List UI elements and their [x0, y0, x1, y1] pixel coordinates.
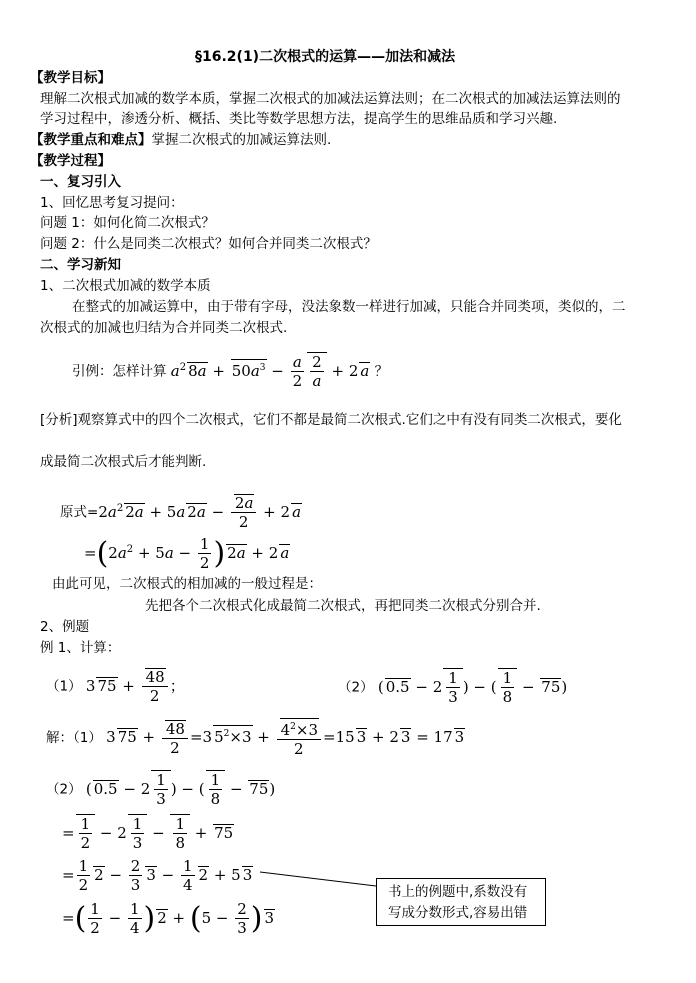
section-2-item-2: 2、例题 — [40, 619, 90, 635]
goal-line-2: 学习过程中，渗透分析、概括、类比等数学思想方法，提高学生的思维品质和学习兴趣. — [40, 111, 558, 127]
note-box — [376, 878, 546, 926]
problem-2: （2） ( 0.5 − 2 $\frac{1}{3}$ ) − ( $\frac{1}{8}$ − 75) — [338, 669, 568, 706]
original-label: 原式= — [60, 504, 99, 521]
goal-header: 【教学目标】 — [30, 70, 111, 86]
section-2-item-1: 1、二次根式加减的数学本质 — [40, 278, 211, 294]
original-step-1: 原式$=2a^2$ 2a + 5a 2a − $\frac{2a}{2}$ + 2 a — [60, 494, 302, 531]
note-line-1: 书上的例题中,系数没有 — [388, 884, 528, 900]
solution-2-line-4: =( $\frac{1}{2}$ − $\frac{1}{4}$ ) 2 + (5 − $\frac{2}{3}$ ) 3 — [62, 900, 275, 937]
conclusion-2: 先把各个二次根式化成最简二次根式，再把同类二次根式分别合并. — [145, 598, 541, 614]
solution-2-line-3: = $\frac{1}{2}$ 2 − $\frac{2}{3}$ 3 − $\frac{1}{4}$ 2 + 5 3 — [62, 857, 253, 894]
example-1-heading: 例 1、计算： — [40, 640, 121, 656]
page-title: §16.2(1)二次根式的运算——加法和减法 — [195, 49, 456, 65]
section-1-item: 1、回忆思考复习提问： — [40, 195, 184, 211]
process-header: 【教学过程】 — [30, 153, 111, 169]
problem-1-label: （1） — [46, 678, 82, 695]
solution-2-line-1: （2） ( 0.5 − 2 $\frac{1}{3}$ ) − ( $\frac{1}{8}$ − 75) — [46, 771, 276, 808]
section-2-heading: 二、学习新知 — [40, 257, 121, 273]
intro-label: 引例：怎样计算 — [72, 363, 167, 380]
original-step-2: $=(2a^2 + 5a$ − $\frac{1}{2}$ ) 2a + 2 a — [84, 535, 290, 572]
goal-line-1: 理解二次根式加减的数学本质，掌握二次根式的加减法运算法则；在二次根式的加减法运算法则的 — [40, 91, 621, 107]
analysis-line-1: [分析]观察算式中的四个二次根式，它们不都是最简二次根式.它们之中有没有同类二次根式，要化 — [40, 412, 622, 428]
problem-1: （1） 3 75 + $\frac{48}{2}$ ； — [46, 668, 185, 705]
paragraph-line-1: 在整式的加减运算中，由于带有字母，没法象数一样进行加减，只能合并同类项，类似的，二 — [72, 299, 626, 315]
paragraph-line-2: 次根式的加减也归结为合并同类二次根式. — [40, 320, 288, 336]
intro-expression: $a^2$ $8a + 50a^3$ − $\frac{a}{2}$ $\frac{2}{a}$ + 2 a — [170, 353, 370, 390]
question-2: 问题 2：什么是同类二次根式？如何合并同类二次根式？ — [40, 236, 377, 252]
analysis-line-2: 成最简二次根式后才能判断. — [40, 454, 207, 470]
solution-2-line-2: = $\frac{1}{2}$ − 2 $\frac{1}{3}$ − $\frac{1}{8}$ + 75 — [62, 815, 234, 852]
section-1-heading: 一、复习引入 — [40, 174, 121, 190]
question-1: 问题 1：如何化简二次根式？ — [40, 215, 215, 231]
solution-label: 解：（1） — [46, 730, 102, 746]
key-header: 【教学重点和难点】 — [30, 132, 152, 148]
note-line-2: 写成分数形式,容易出错 — [388, 905, 528, 921]
problem-2-label: （2） — [338, 679, 374, 696]
conclusion-1: 由此可见，二次根式的相加减的一般过程是： — [52, 576, 322, 592]
solution-1: 解：（1） 3 75 + $\frac{48}{2}$ =3 $5^2\times 3$ + $\frac{4^2\times 3}{2}$ =15 3 + 2 3 = 17 3 — [46, 719, 465, 758]
solution-2-label: （2） — [46, 781, 82, 798]
key-text: 掌握二次根式的加减运算法则. — [151, 132, 332, 148]
intro-example: 引例：怎样计算 $a^2$ $8a + 50a^3$ − $\frac{a}{2}$ $\frac{2}{a}$ + 2 a ？ — [72, 353, 389, 390]
